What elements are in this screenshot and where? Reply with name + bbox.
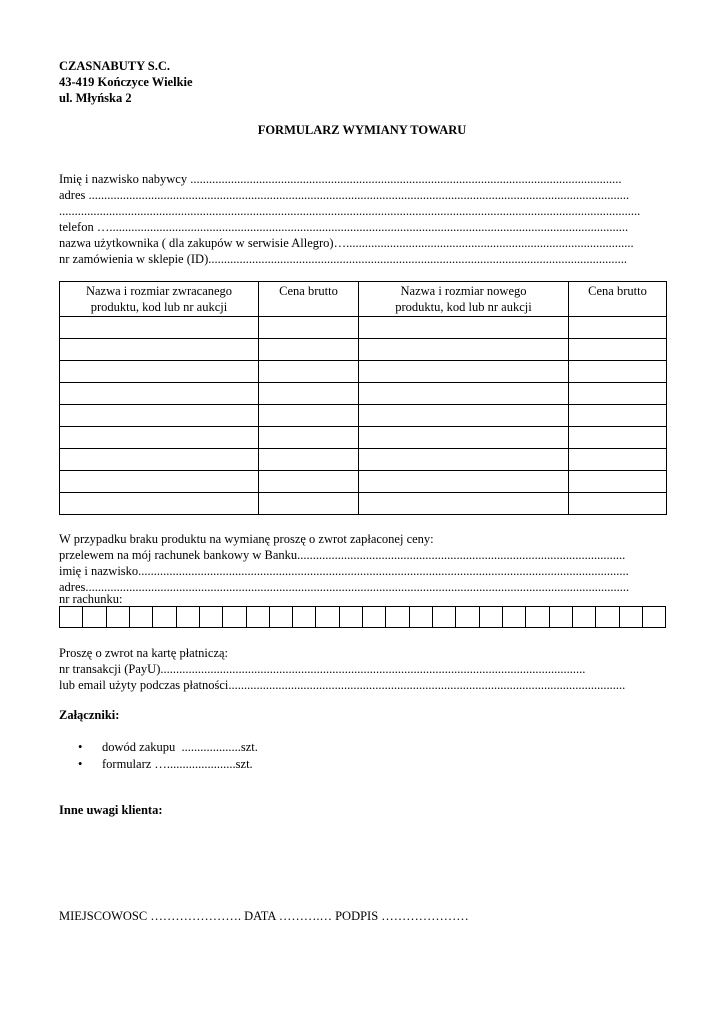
table-cell[interactable] [60,449,259,471]
table-cell[interactable] [259,339,359,361]
account-digit-box[interactable] [502,607,525,627]
table-cell[interactable] [569,449,667,471]
products-table-body [60,317,667,515]
table-cell[interactable] [359,449,569,471]
account-digit-box[interactable] [315,607,338,627]
account-digit-box[interactable] [292,607,315,627]
table-cell[interactable] [259,449,359,471]
account-address-field[interactable]: adres.............................................................................................................................................................................. [59,580,630,594]
account-digit-box[interactable] [525,607,548,627]
table-row [60,471,667,493]
company-street: ul. Młyńska 2 [59,91,132,105]
account-digit-box[interactable] [549,607,572,627]
form-title: FORMULARZ WYMIANY TOWARU [257,123,467,137]
table-cell[interactable] [259,493,359,515]
signature-line[interactable]: MIEJSCOWOSC …………………. DATA ……….… PODPIS ………………… [59,909,469,923]
account-digit-box[interactable] [339,607,362,627]
account-digit-box[interactable] [106,607,129,627]
table-cell[interactable] [359,427,569,449]
attachment-receipt[interactable]: dowód zakupu ...................szt. [102,740,258,754]
table-cell[interactable] [60,317,259,339]
account-digit-box[interactable] [409,607,432,627]
allegro-username-field[interactable]: nazwa użytkownika ( dla zakupów w serwisie Allegro)…............................................................................................ [59,236,634,250]
account-digit-box[interactable] [572,607,595,627]
account-digit-box[interactable] [479,607,502,627]
header-new-price: Cena brutto [569,282,667,317]
account-digit-box[interactable] [385,607,408,627]
table-cell[interactable] [569,427,667,449]
attachments-heading: Załączniki: [59,708,120,722]
table-cell[interactable] [569,339,667,361]
account-digit-box[interactable] [222,607,245,627]
order-id-field[interactable]: nr zamówienia w sklepie (ID)...................................................................................................................................... [59,252,627,266]
table-row [60,405,667,427]
header-returned-product: Nazwa i rozmiar zwracanego produktu, kod lub nr aukcji [60,282,259,317]
account-digit-box[interactable] [432,607,455,627]
company-city: 43-419 Kończyce Wielkie [59,75,193,89]
account-digit-box[interactable] [455,607,478,627]
payu-transaction-field[interactable]: nr transakcji (PayU)........................................................................................................................................ [59,662,586,676]
table-cell[interactable] [60,405,259,427]
table-cell[interactable] [359,405,569,427]
account-number-label: nr rachunku: [59,592,123,606]
refund-intro: W przypadku braku produktu na wymianę proszę o zwrot zapłaconej ceny: [59,532,434,546]
table-cell[interactable] [569,361,667,383]
table-cell[interactable] [259,405,359,427]
table-cell[interactable] [569,405,667,427]
bank-name-field[interactable]: przelewem na mój rachunek bankowy w Banku......................................................................................................... [59,548,626,562]
table-cell[interactable] [60,383,259,405]
table-cell[interactable] [60,361,259,383]
table-cell[interactable] [569,383,667,405]
account-digit-box[interactable] [595,607,618,627]
table-row [60,383,667,405]
table-row [60,317,667,339]
account-digit-box[interactable] [642,607,665,627]
bullet-icon: • [78,757,83,771]
company-name: CZASNABUTY S.C. [59,59,171,73]
header-returned-price: Cena brutto [259,282,359,317]
table-row [60,427,667,449]
table-cell[interactable] [259,427,359,449]
table-row [60,361,667,383]
buyer-phone-field[interactable]: telefon …...................................................................................................................................................................... [59,220,629,234]
account-digit-box[interactable] [82,607,105,627]
account-digit-box[interactable] [152,607,175,627]
card-refund-intro: Proszę o zwrot na kartę płatniczą: [59,646,229,660]
account-digit-box[interactable] [362,607,385,627]
payment-email-field[interactable]: lub email użyty podczas płatności............................................................................................................................... [59,678,626,692]
table-cell[interactable] [359,493,569,515]
remarks-heading: Inne uwagi klienta: [59,803,163,817]
table-row [60,339,667,361]
products-table [59,281,667,515]
account-digit-box[interactable] [199,607,222,627]
table-cell[interactable] [60,339,259,361]
table-cell[interactable] [569,471,667,493]
table-row [60,493,667,515]
buyer-address-field-2[interactable]: .......................................................................................................................................................................................... [59,204,641,218]
account-holder-field[interactable]: imię i nazwisko............................................................................................................................................................. [59,564,629,578]
account-digit-box[interactable] [269,607,292,627]
table-cell[interactable] [569,317,667,339]
attachment-form[interactable]: formularz …......................szt. [102,757,253,771]
table-cell[interactable] [569,493,667,515]
account-digit-box[interactable] [129,607,152,627]
table-cell[interactable] [60,493,259,515]
table-cell[interactable] [359,471,569,493]
products-table-header [60,282,667,317]
table-cell[interactable] [359,339,569,361]
account-digit-box[interactable] [176,607,199,627]
table-cell[interactable] [259,317,359,339]
account-digit-box[interactable] [619,607,642,627]
table-cell[interactable] [60,471,259,493]
table-cell[interactable] [259,471,359,493]
account-number-boxes[interactable] [59,606,666,628]
header-new-product: Nazwa i rozmiar nowego produktu, kod lub nr aukcji [359,282,569,317]
table-cell[interactable] [359,361,569,383]
table-row [60,449,667,471]
account-digit-box[interactable] [246,607,269,627]
table-cell[interactable] [359,317,569,339]
table-cell[interactable] [259,361,359,383]
table-cell[interactable] [359,383,569,405]
account-digit-box[interactable] [60,607,82,627]
table-cell[interactable] [60,427,259,449]
bullet-icon: • [78,740,83,754]
buyer-name-field[interactable]: Imię i nazwisko nabywcy .......................................................................................................................................... [59,172,622,186]
table-cell[interactable] [259,383,359,405]
buyer-address-field[interactable]: adres ............................................................................................................................................................................. [59,188,630,202]
